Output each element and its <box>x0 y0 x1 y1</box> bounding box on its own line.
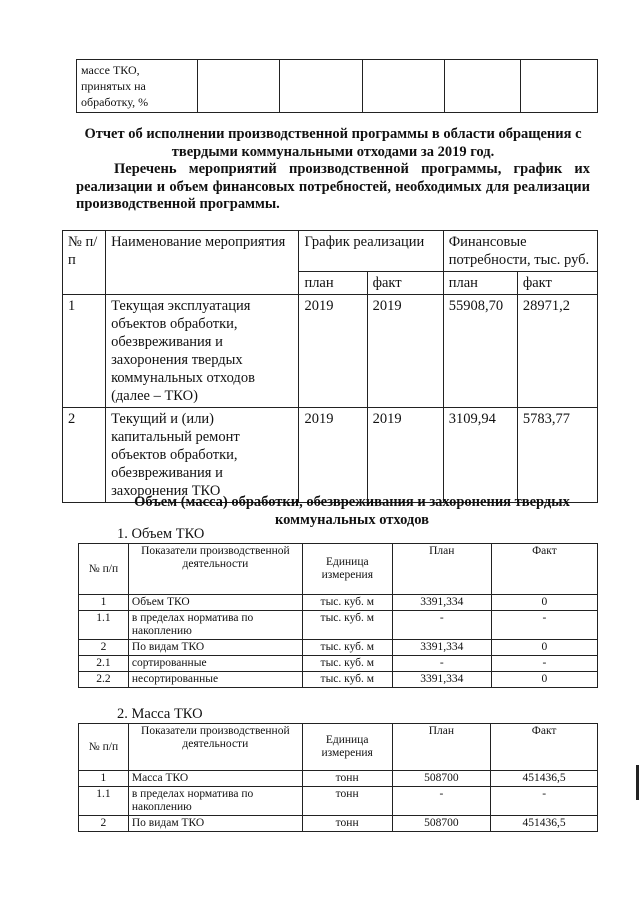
previous-table-fragment <box>76 59 598 113</box>
row-num: 2 <box>63 408 106 503</box>
row-num: 1 <box>79 771 129 787</box>
table-row <box>79 672 598 688</box>
header-plan: План <box>392 544 491 595</box>
row-name: Объем ТКО <box>128 595 302 611</box>
row-fact: 0 <box>491 595 597 611</box>
row-fact: 451436,5 <box>491 771 598 787</box>
header-finance-plan: план <box>443 272 517 295</box>
row-unit: тонн <box>302 771 392 787</box>
row-unit: тыс. куб. м <box>302 611 392 640</box>
row-schedule-fact: 2019 <box>367 408 443 503</box>
row-num: 1.1 <box>79 787 129 816</box>
header-schedule-plan: план <box>299 272 367 295</box>
row-plan: - <box>392 611 491 640</box>
row-unit: тыс. куб. м <box>302 672 392 688</box>
row-name: в пределах норматива по накоплению <box>128 611 302 640</box>
row-schedule-plan: 2019 <box>299 408 367 503</box>
measures-table <box>62 230 598 503</box>
row-fact: - <box>491 611 597 640</box>
table-row <box>79 656 598 672</box>
volume-subtitle: 1. Объем ТКО <box>117 526 205 542</box>
row-fact: - <box>491 656 597 672</box>
mass-subtitle: 2. Масса ТКО <box>117 706 203 722</box>
row-num: 1.1 <box>79 611 129 640</box>
table-row <box>79 771 598 787</box>
header-name: Наименование мероприятия <box>106 231 299 295</box>
row-fact: 0 <box>491 640 597 656</box>
row-unit: тонн <box>302 816 392 832</box>
header-schedule: График реализации <box>299 231 443 272</box>
row-num: 2.1 <box>79 656 129 672</box>
row-name: По видам ТКО <box>128 640 302 656</box>
table-cell <box>521 60 598 113</box>
header-plan: План <box>392 724 491 771</box>
row-finance-plan: 3109,94 <box>443 408 517 503</box>
header-indicator: Показатели производственной деятельности <box>128 724 302 771</box>
row-num: 2.2 <box>79 672 129 688</box>
row-unit: тонн <box>302 787 392 816</box>
volume-mass-heading: Объем (масса) обработки, обезвреживания и захоронения твердых коммунальных отходов <box>134 494 570 528</box>
table-header-row <box>79 544 598 595</box>
table-cell <box>444 60 520 113</box>
table-cell <box>362 60 444 113</box>
header-fact: Факт <box>491 724 598 771</box>
row-unit: тыс. куб. м <box>302 656 392 672</box>
row-name: Текущая эксплуатация объектов обработки, обезвреживания и захоронения твердых коммунальных отходов (далее – ТКО) <box>106 295 299 408</box>
table-header-row <box>63 231 598 272</box>
measures-heading: Перечень мероприятий производственной программы, график их реализации и объем финансовых потребностей, необходимых для реализации производственной программы. <box>76 161 590 212</box>
header-fact: Факт <box>491 544 597 595</box>
row-name: несортированные <box>128 672 302 688</box>
row-plan: 3391,334 <box>392 595 491 611</box>
mass-table <box>78 723 598 832</box>
row-name: сортированные <box>128 656 302 672</box>
row-fact: 451436,5 <box>491 816 598 832</box>
row-plan: 508700 <box>392 816 491 832</box>
row-unit: тыс. куб. м <box>302 595 392 611</box>
row-fact: 0 <box>491 672 597 688</box>
header-num: № п/п <box>63 231 106 295</box>
header-finance-fact: факт <box>517 272 597 295</box>
row-num: 1 <box>79 595 129 611</box>
header-num: № п/п <box>79 724 129 771</box>
table-row <box>63 295 598 408</box>
row-schedule-fact: 2019 <box>367 295 443 408</box>
row-plan: 3391,334 <box>392 640 491 656</box>
row-plan: 3391,334 <box>392 672 491 688</box>
table-row <box>63 408 598 503</box>
table-header-row <box>79 724 598 771</box>
row-finance-fact: 5783,77 <box>517 408 597 503</box>
header-indicator: Показатели производственной деятельности <box>128 544 302 595</box>
header-unit: Единица измерения <box>302 544 392 595</box>
table-row <box>79 816 598 832</box>
row-finance-fact: 28971,2 <box>517 295 597 408</box>
fragment-label: массе ТКО, принятых на обработку, % <box>77 60 198 113</box>
table-row <box>79 787 598 816</box>
row-num: 2 <box>79 640 129 656</box>
table-cell <box>280 60 362 113</box>
volume-table <box>78 543 598 688</box>
header-schedule-fact: факт <box>367 272 443 295</box>
table-cell <box>197 60 279 113</box>
header-unit: Единица измерения <box>302 724 392 771</box>
table-row <box>77 60 598 113</box>
header-finance: Финансовые потребности, тыс. руб. <box>443 231 597 272</box>
row-name: в пределах норматива по накоплению <box>128 787 302 816</box>
row-schedule-plan: 2019 <box>299 295 367 408</box>
table-row <box>79 595 598 611</box>
row-fact: - <box>491 787 598 816</box>
table-row <box>79 640 598 656</box>
header-num: № п/п <box>79 544 129 595</box>
report-title: Отчет об исполнении производственной программы в области обращения с твердыми коммунальными отходами за 2019 год. <box>84 126 582 160</box>
row-plan: - <box>392 787 491 816</box>
row-name: Текущий и (или) капитальный ремонт объектов обработки, обезвреживания и захоронения ТКО <box>106 408 299 503</box>
row-name: По видам ТКО <box>128 816 302 832</box>
table-row <box>79 611 598 640</box>
row-plan: - <box>392 656 491 672</box>
row-num: 2 <box>79 816 129 832</box>
row-unit: тыс. куб. м <box>302 640 392 656</box>
row-finance-plan: 55908,70 <box>443 295 517 408</box>
row-name: Масса ТКО <box>128 771 302 787</box>
row-plan: 508700 <box>392 771 491 787</box>
row-num: 1 <box>63 295 106 408</box>
